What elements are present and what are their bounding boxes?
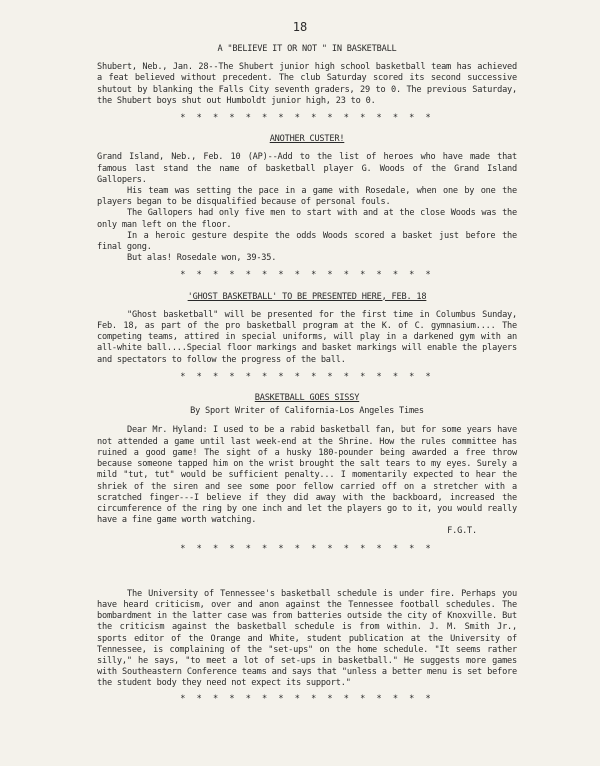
article-paragraph: The University of Tennessee's basketball schedule is under fire. Perhaps you have heard criticism, over and anon against the Tennessee football schedules. The bombardment in the latter case was from batteries outside the city of Knoxville. But the criticism against the basketball schedule is from within. J. M. Smith Jr., sports editor of the Orange and White, student publication at the University of Tennessee, is complaining of the "set-ups" on the home schedule. "It seems rather silly," he says, "to meet a lot of set-ups in basketball." He suggests more games with Southeastern Conference teams and says that "unless a better menu is set before the student body they need not expect its support." bbox=[97, 588, 517, 689]
article-paragraph: "Ghost basketball" will be presented for the first time in Columbus Sunday, Feb. 18, as part of the pro basketball program at the K. of C. gymnasium.... The competing teams, attired in special uniforms, will play in a darkened gym with an all-white ball....Special floor markings and basket markings will enable the players and spectators to follow the progress of the ball. bbox=[97, 309, 517, 365]
article-paragraph: But alas! Rosedale won, 39-35. bbox=[127, 253, 277, 264]
article-paragraph: Shubert, Neb., Jan. 28--The Shubert junior high school basketball team has achieved a feat believed without precedent. The club Saturday scored its second successive shutout by blanking the Falls City seventh graders, 29 to 0. The previous Saturday, the Shubert boys shut out Humboldt junior high, 23 to 0. bbox=[97, 62, 517, 106]
article-paragraph: His team was setting the pace in a game with Rosedale, when one by one the players began to be disqualified because of personal fouls. bbox=[97, 186, 517, 208]
article-byline: By Sport Writer of California-Los Angeles Times bbox=[190, 406, 424, 417]
section-divider: * * * * * * * * * * * * * * * * bbox=[180, 113, 434, 124]
article-title: 'GHOST BASKETBALL' TO BE PRESENTED HERE, FEB. 18 bbox=[187, 291, 427, 302]
article-paragraph: Dear Mr. Hyland: I used to be a rabid basketball fan, but for some years have not attended a game until last week-end at the Shrine. How the rules committee has ruined a good game! The sight of a husky 180-pounder being awarded a free throw because someone tapped him on the wrist brought the salt tears to my eyes. Surely a mild "tut, tut" would be sufficient penalty... I momentarily expected to hear the shriek of the siren and see some poor fellow carried off on a stretcher with a scratched finger---I believe if they did away with the backboard, increased the circumference of the ring by one inch and let the players go to it, you would really have a fine game worth watching. bbox=[97, 425, 517, 526]
article-basketball-goes-sissy bbox=[97, 393, 517, 537]
section-divider: * * * * * * * * * * * * * * * * bbox=[180, 543, 434, 554]
page-number: 18 bbox=[292, 20, 308, 34]
section-divider: * * * * * * * * * * * * * * * * bbox=[180, 693, 434, 704]
article-title: A "BELIEVE IT OR NOT " IN BASKETBALL bbox=[217, 44, 397, 54]
article-paragraph: In a heroic gesture despite the odds Woods scored a basket just before the final gong. bbox=[97, 230, 517, 253]
article-tennessee-schedule bbox=[97, 589, 517, 690]
article-title: BASKETBALL GOES SISSY bbox=[254, 393, 360, 404]
article-believe-it-or-not bbox=[97, 44, 517, 107]
article-ghost-basketball bbox=[97, 292, 517, 366]
section-divider: * * * * * * * * * * * * * * * * bbox=[180, 270, 434, 281]
article-title: ANOTHER CUSTER! bbox=[269, 134, 345, 145]
article-paragraph: The Gallopers had only five men to start with and at the close Woods was the only man left on the floor. bbox=[97, 208, 517, 230]
article-another-custer bbox=[97, 134, 517, 264]
page-content bbox=[97, 44, 517, 715]
article-signoff: F.G.T. bbox=[447, 526, 477, 537]
article-paragraph: Grand Island, Neb., Feb. 10 (AP)--Add to the list of heroes who have made that famous last stand the name of basketball player G. Woods of the Grand Island Gallopers. bbox=[97, 152, 517, 185]
section-divider: * * * * * * * * * * * * * * * * bbox=[180, 371, 434, 382]
